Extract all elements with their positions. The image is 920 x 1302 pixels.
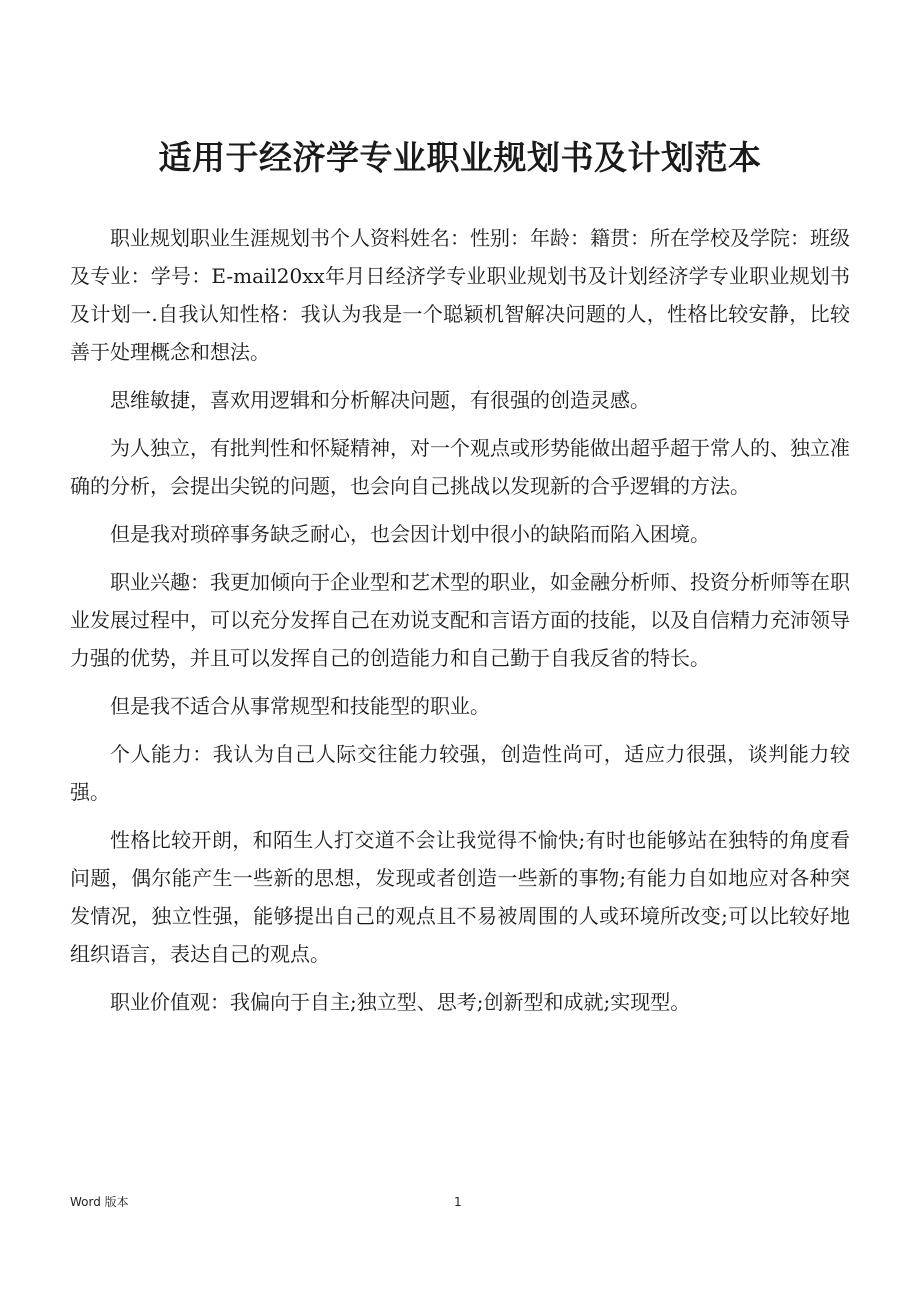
document-title: 适用于经济学专业职业规划书及计划范本 — [158, 138, 762, 177]
paragraph-independence: 为人独立，有批判性和怀疑精神，对一个观点或形势能做出超乎超于常人的、独立准确的分析，会提出尖锐的问题，也会向自己挑战以发现新的合乎逻辑的方法。 — [70, 436, 850, 498]
paragraph-unsuitable-careers: 但是我不适合从事常规型和技能型的职业。 — [110, 694, 490, 718]
paragraph-personality: 性格比较开朗，和陌生人打交道不会让我觉得不愉快;有时也能够站在独特的角度看问题，偶尔能产生一些新的思想，发现或者创造一些新的事物;有能力自如地应对各种突发情况，独立性强，能够提出自己的观点且不易被周围的人或环境所改变;可以比较好地组织语言，表达自己的观点。 — [70, 828, 850, 966]
paragraph-thinking: 思维敏捷，喜欢用逻辑和分析解决问题，有很强的创造灵感。 — [110, 388, 650, 412]
paragraph-weakness: 但是我对琐碎事务缺乏耐心，也会因计划中很小的缺陷而陷入困境。 — [110, 522, 710, 546]
paragraph-career-values: 职业价值观：我偏向于自主;独立型、思考;创新型和成就;实现型。 — [110, 990, 691, 1014]
footer-label: Word 版本 — [70, 1195, 129, 1209]
paragraph-self-awareness: 职业规划职业生涯规划书个人资料姓名：性别：年龄：籍贯：所在学校及学院：班级及专业：学号：E-mail20xx年月日经济学专业职业规划书及计划经济学专业职业规划书及计划一.自我认知性格：我认为我是一个聪颖机智解决问题的人，性格比较安静，比较善于处理概念和想法。 — [70, 226, 850, 364]
document-body — [70, 219, 850, 1031]
paragraph-personal-ability: 个人能力：我认为自己人际交往能力较强，创造性尚可，适应力很强，谈判能力较强。 — [70, 742, 850, 804]
page-footer — [70, 1192, 850, 1212]
paragraph-career-interest: 职业兴趣：我更加倾向于企业型和艺术型的职业，如金融分析师、投资分析师等在职业发展过程中，可以充分发挥自己在劝说支配和言语方面的技能，以及自信精力充沛领导力强的优势，并且可以发挥自己的创造能力和自己勤于自我反省的特长。 — [70, 570, 850, 670]
page-number: 1 — [454, 1195, 462, 1209]
